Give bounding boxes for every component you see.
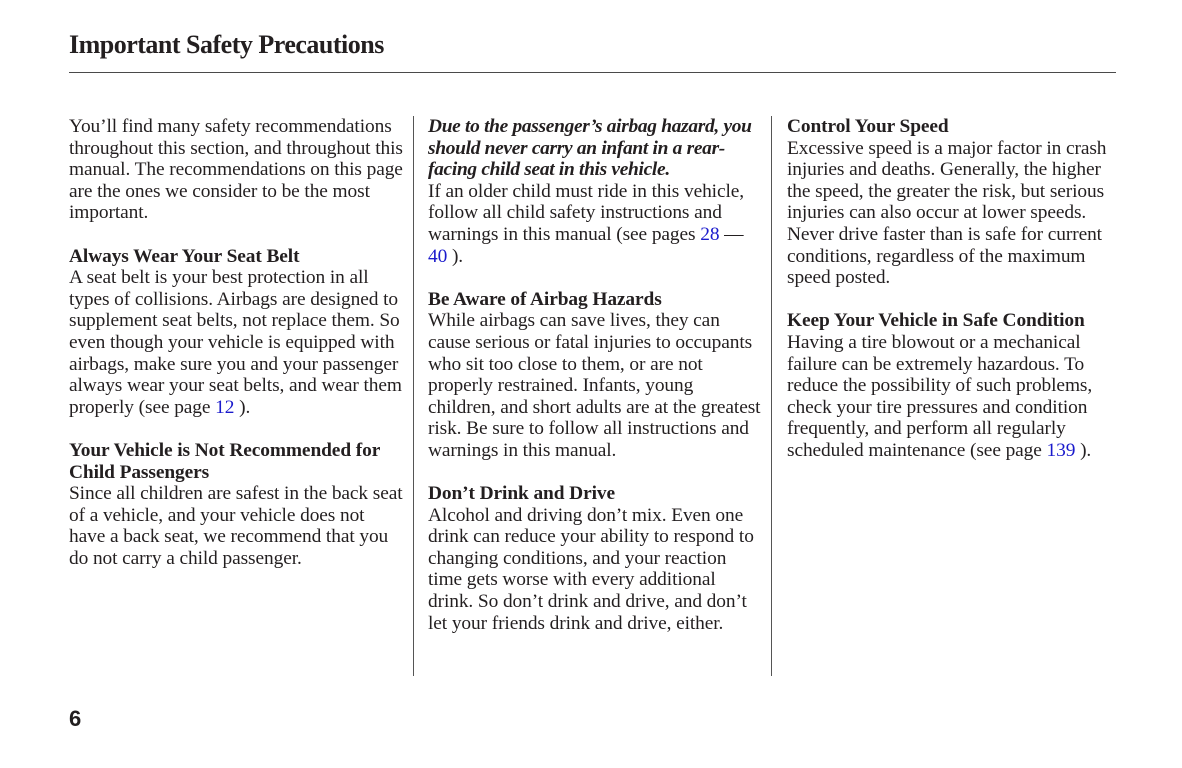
section-body: Alcohol and driving don’t mix. Even one drink can reduce your ability to respond to changing conditions, and your reaction time gets worse with every additional drink. So don’t drink and drive, and don’t let your friends drink and drive, either.	[428, 504, 754, 634]
section-infant-warning	[428, 116, 764, 267]
title-rule	[69, 72, 1116, 73]
body-text-end: ).	[447, 245, 464, 267]
body-text: A seat belt is your best protection in all types of collisions. Airbags are designed to supplement seat belts, not replace them. So even though your vehicle is equipped with airbags, make sure you and your passenger always wear your seat belts, and wear them properly (see page	[69, 267, 402, 418]
section-body: Since all children are safest in the back seat of a vehicle, and your vehicle does not have a back seat, we recommend that you do not carry a child passenger.	[69, 483, 403, 569]
page-link-28[interactable]: 28	[700, 223, 720, 245]
section-body	[428, 181, 744, 267]
section-drink-drive	[428, 483, 764, 634]
column-divider	[771, 116, 772, 676]
page-link-40[interactable]: 40	[428, 245, 448, 267]
section-heading: Don’t Drink and Drive	[428, 483, 615, 505]
page-link-12[interactable]: 12	[215, 396, 235, 418]
section-seat-belt	[69, 246, 405, 419]
section-airbag-hazards	[428, 289, 764, 462]
section-heading: Be Aware of Airbag Hazards	[428, 288, 662, 310]
section-control-speed	[787, 116, 1123, 289]
page-title: Important Safety Precautions	[69, 30, 384, 59]
section-body: While airbags can save lives, they can cause serious or fatal injuries to occupants who sit too close to them, or are not properly restrained. Infants, young children, and short adults are at the greatest risk. Be sure to follow all instructions and warnings in this manual.	[428, 310, 761, 461]
intro-paragraph	[69, 116, 405, 224]
section-heading: Keep Your Vehicle in Safe Condition	[787, 310, 1085, 332]
range-dash: —	[719, 223, 744, 245]
column-1	[69, 116, 405, 591]
section-body: Excessive speed is a major factor in crash injuries and deaths. Generally, the higher the speed, the greater the risk, but serious injuries can also occur at lower speeds. Never drive faster than is safe for current conditions, regardless of the maximum speed posted.	[787, 137, 1107, 289]
page-link-139[interactable]: 139	[1046, 439, 1076, 461]
section-heading: Always Wear Your Seat Belt	[69, 245, 300, 267]
body-text-end: ).	[234, 396, 251, 418]
section-heading: Your Vehicle is Not Recommended for Child Passengers	[69, 439, 380, 483]
column-3	[787, 116, 1123, 483]
page-number: 6	[69, 706, 82, 731]
intro-text: You’ll find many safety recommendations throughout this section, and throughout this manual. The recommendations on this page are the ones we consider to be the most important.	[69, 116, 403, 224]
section-body	[787, 332, 1092, 461]
section-child-passengers	[69, 440, 405, 570]
column-2	[428, 116, 764, 656]
section-body	[69, 267, 402, 418]
warning-text: Due to the passenger’s airbag hazard, you should never carry an infant in a rear-facing child seat in this vehicle.	[428, 116, 752, 181]
body-text: Having a tire blowout or a mechanical failure can be extremely hazardous. To reduce the possibility of such problems, check your tire pressures and condition frequently, and perform all regularly scheduled maintenance (see page	[787, 331, 1093, 461]
section-heading: Control Your Speed	[787, 116, 949, 137]
body-text: If an older child must ride in this vehicle, follow all child safety instructions and warnings in this manual (see pages	[428, 180, 745, 245]
column-divider	[413, 116, 414, 676]
body-text-end: ).	[1075, 439, 1092, 461]
section-safe-condition	[787, 310, 1123, 461]
